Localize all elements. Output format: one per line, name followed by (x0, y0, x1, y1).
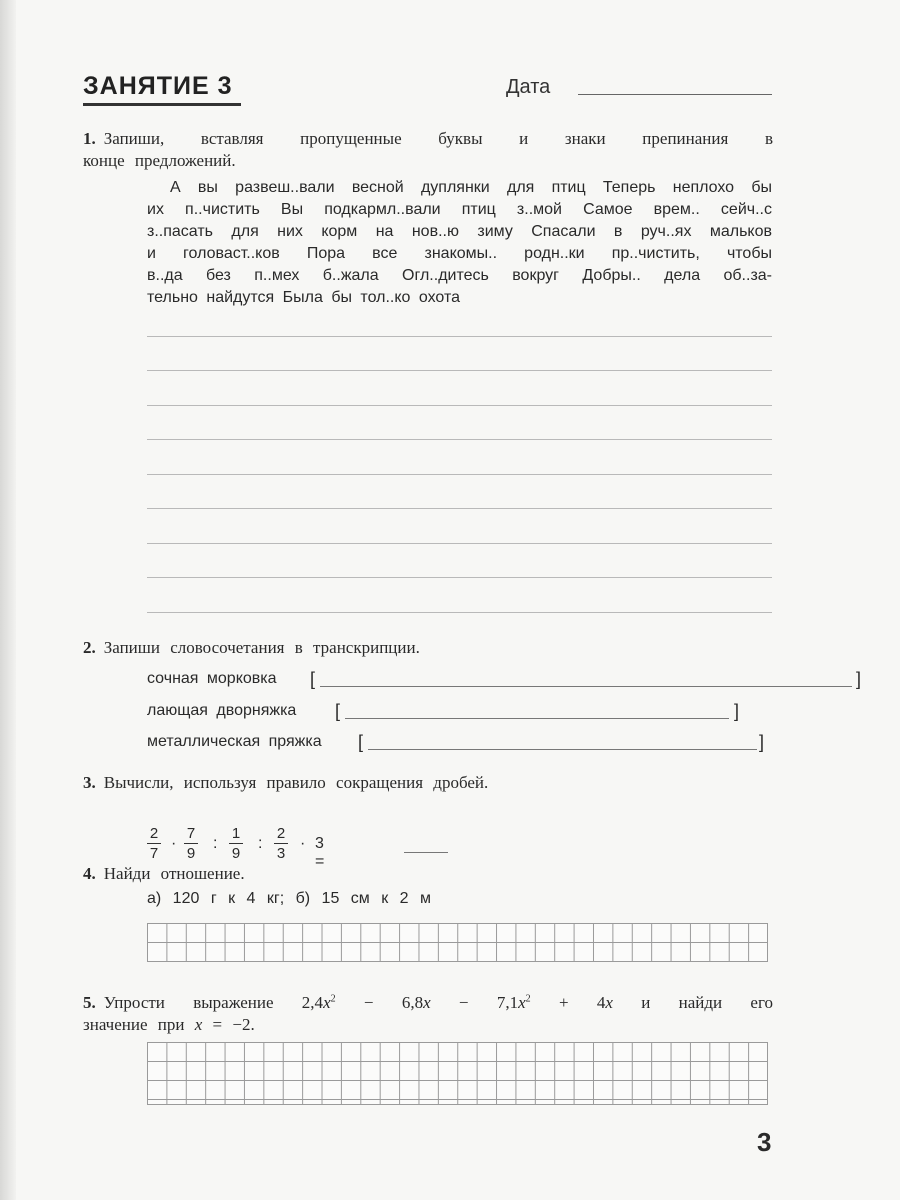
task-1-instruction: 1. Запиши, вставляя пропущенные буквы и знаки препинания в конце предложений. (83, 129, 773, 170)
operator: : (258, 835, 263, 852)
fraction: 7 9 (184, 826, 198, 861)
bracket-open: [ (358, 732, 364, 752)
operator: · (171, 835, 177, 852)
paragraph-line: их п..чистить Вы подкармл..вали птиц з..мой Самое врем.. сейч..с (147, 201, 772, 218)
paragraph-line: и головаст..ков Пора все знакомы.. родн..ки пр..чистить, чтобы (147, 245, 772, 262)
bracket-open: [ (310, 669, 316, 689)
paragraph-line: А вы развеш..вали весной дуплянки для птиц Теперь неплохо бы (170, 179, 772, 196)
paragraph-line: тельно найдутся Была бы тол..ко охота (147, 289, 460, 306)
task-2-instruction: 2. Запиши словосочетания в транскрипции. (83, 638, 420, 657)
task-3-instruction: 3. Вычисли, используя правило сокращения дробей. (83, 773, 489, 792)
task-1-number: 1. (83, 129, 96, 148)
transcription-field[interactable] (368, 749, 757, 750)
writing-line[interactable] (147, 370, 772, 371)
paragraph-line: з..пасать для них корм на нов..ю зиму Спасали в руч..ях мальков (147, 223, 772, 240)
writing-line[interactable] (147, 612, 772, 613)
bracket-close: ] (759, 732, 765, 752)
page-edge-shadow (0, 0, 16, 1200)
phrase-label: металлическая пряжка (147, 733, 322, 750)
operator: : (213, 835, 218, 852)
answer-field[interactable] (404, 852, 448, 853)
fraction: 2 7 (147, 826, 161, 861)
expression-tail: 3 = (315, 835, 325, 870)
task-5-number: 5. (83, 992, 96, 1012)
writing-line[interactable] (147, 405, 772, 406)
task-3-number: 3. (83, 773, 96, 792)
task-4-number: 4. (83, 864, 96, 883)
operator: · (300, 835, 306, 852)
writing-line[interactable] (147, 474, 772, 475)
phrase-label: лающая дворняжка (147, 702, 297, 719)
date-field[interactable] (578, 94, 772, 95)
answer-grid[interactable] (147, 1042, 768, 1105)
fraction: 2 3 (274, 826, 288, 861)
writing-line[interactable] (147, 543, 772, 544)
page-number: 3 (757, 1127, 772, 1157)
task-2-number: 2. (83, 638, 96, 657)
title-underline (83, 103, 241, 106)
task-1-paragraph (147, 177, 772, 309)
task-5-instruction: 5. Упрости выражение $2,4x^2 - 6,8x - 7,1x^2 + 4x$ и найди его значение при x = −2. (83, 992, 774, 1034)
fraction: 1 9 (229, 826, 243, 861)
paragraph-line: в..да без п..мех б..жала Огл..дитесь вокруг Добры.. дела об..за- (147, 267, 772, 284)
phrase-label: сочная морковка (147, 670, 277, 687)
bracket-close: ] (734, 701, 740, 721)
writing-line[interactable] (147, 508, 772, 509)
task-4-instruction: 4. Найди отношение. (83, 864, 245, 883)
ratio-items: а) 120 г к 4 кг; б) 15 см к 2 м (147, 890, 432, 907)
transcription-field[interactable] (345, 718, 729, 719)
bracket-close: ] (856, 669, 862, 689)
date-label: Дата (506, 76, 551, 98)
answer-grid[interactable] (147, 923, 768, 962)
lesson-title: ЗАНЯТИЕ 3 (83, 72, 233, 100)
transcription-field[interactable] (320, 686, 852, 687)
writing-line[interactable] (147, 336, 772, 337)
writing-line[interactable] (147, 439, 772, 440)
bracket-open: [ (335, 701, 341, 721)
writing-line[interactable] (147, 577, 772, 578)
